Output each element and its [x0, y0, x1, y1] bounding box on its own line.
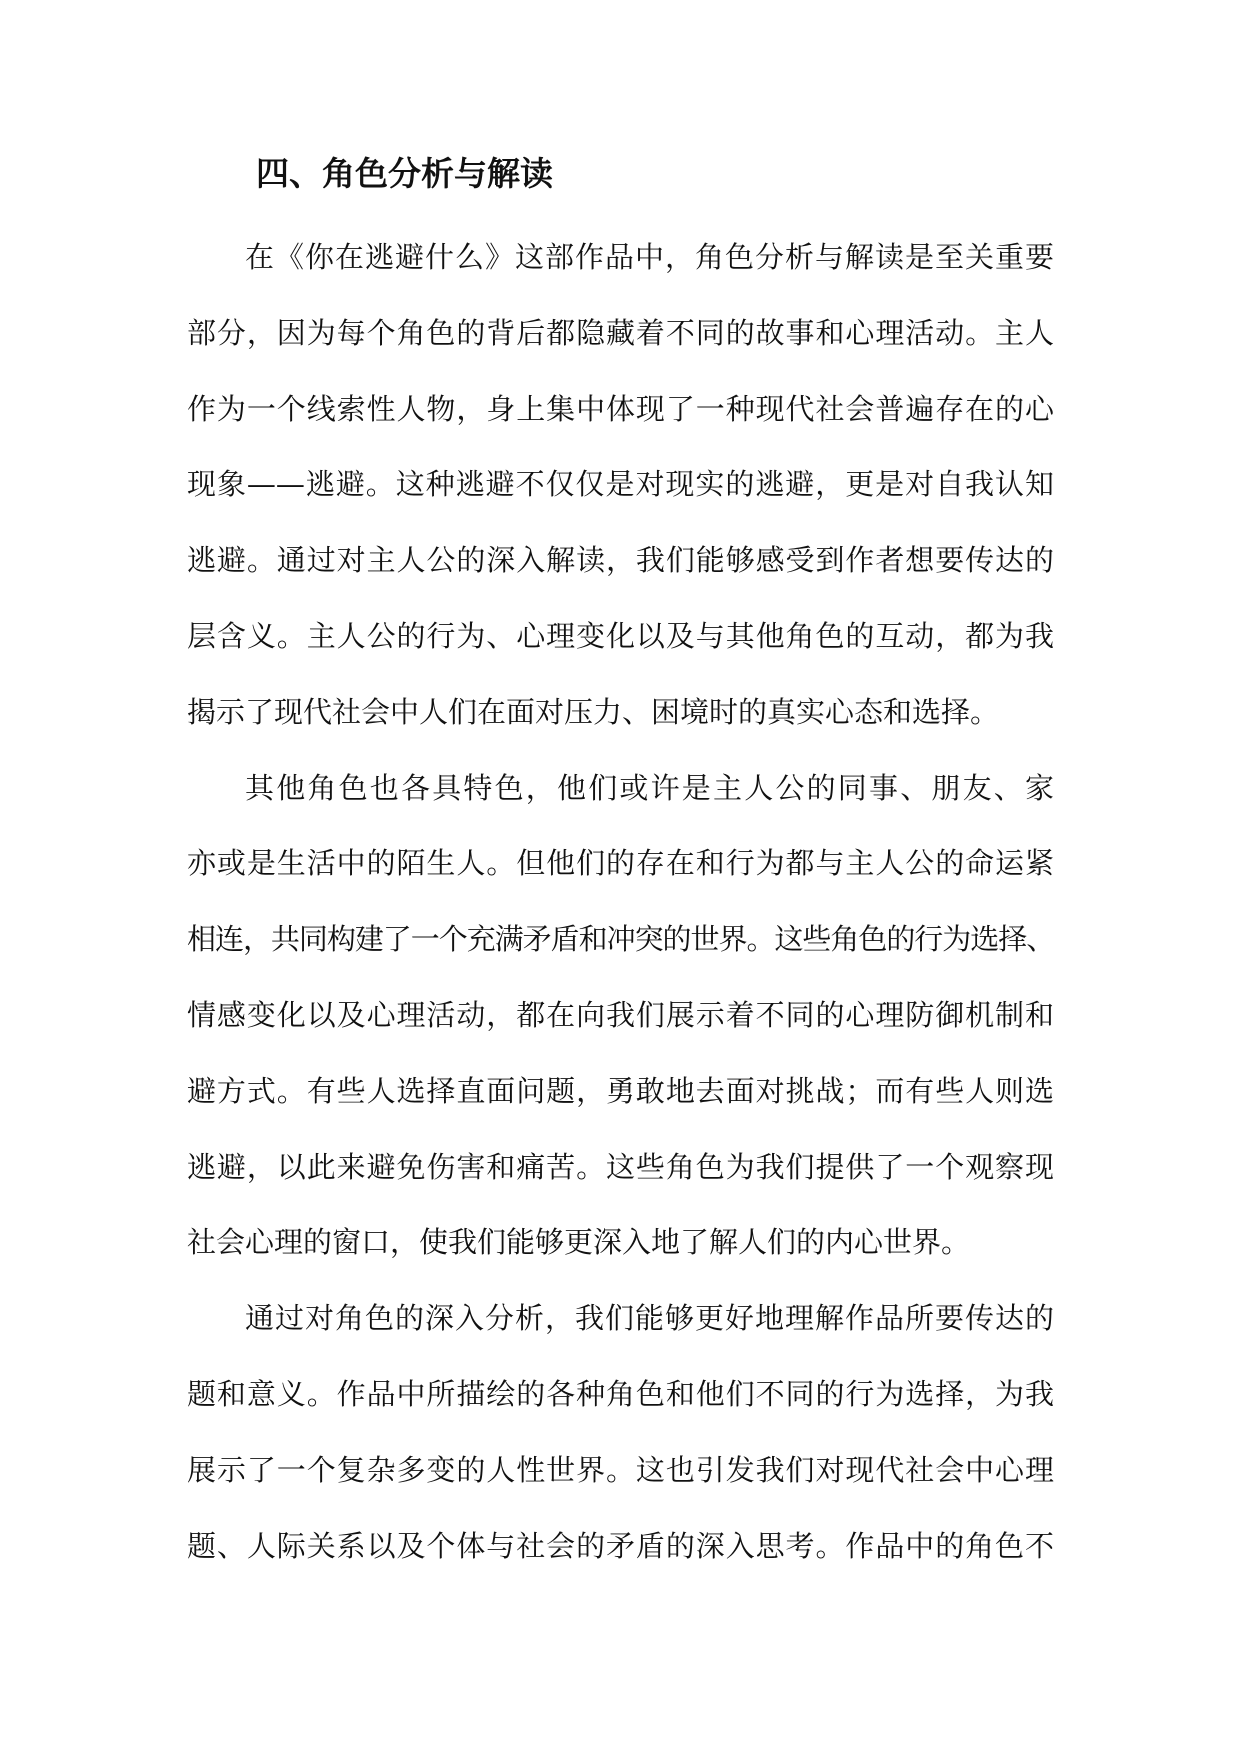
- paragraph-line: 亦或是生活中的陌生人。但他们的存在和行为都与主人公的命运紧: [187, 846, 1054, 881]
- paragraph-line: 揭示了现代社会中人们在面对压力、困境时的真实心态和选择。: [187, 694, 1000, 729]
- paragraph-line: 在《你在逃避什么》这部作品中，角色分析与解读是至关重要: [245, 240, 1054, 274]
- paragraph-line: 逃避。通过对主人公的深入解读，我们能够感受到作者想要传达的: [187, 543, 1054, 578]
- paragraph-line: 层含义。主人公的行为、心理变化以及与其他角色的互动，都为我: [187, 618, 1054, 653]
- paragraph-line: 情感变化以及心理活动，都在向我们展示着不同的心理防御机制和: [187, 997, 1054, 1032]
- paragraph-line: 社会心理的窗口，使我们能够更深入地了解人们的内心世界。: [187, 1225, 971, 1260]
- paragraph-line: 逃避，以此来避免伤害和痛苦。这些角色为我们提供了一个观察现: [187, 1149, 1054, 1184]
- paragraph-line: 避方式。有些人选择直面问题，勇敢地去面对挑战；而有些人则选: [187, 1073, 1054, 1108]
- paragraph-line: 现象——逃避。这种逃避不仅仅是对现实的逃避，更是对自我认知: [187, 467, 1054, 502]
- paragraph-line: 题和意义。作品中所描绘的各种角色和他们不同的行为选择，为我: [187, 1376, 1054, 1411]
- paragraph-1: [187, 220, 1054, 751]
- paragraph-line: 其他角色也各具特色，他们或许是主人公的同事、朋友、家: [245, 770, 1054, 805]
- paragraph-2: [187, 751, 1054, 1282]
- paragraph-3: [187, 1281, 1054, 1584]
- document-body: [187, 220, 1054, 1584]
- paragraph-line: 通过对角色的深入分析，我们能够更好地理解作品所要传达的: [245, 1301, 1054, 1336]
- paragraph-line: 展示了一个复杂多变的人性世界。这也引发我们对现代社会中心理: [187, 1452, 1054, 1487]
- paragraph-line: 部分，因为每个角色的背后都隐藏着不同的故事和心理活动。主人: [187, 315, 1054, 350]
- paragraph-line: 作为一个线索性人物，身上集中体现了一种现代社会普遍存在的心: [187, 391, 1054, 426]
- section-heading: 四、角色分析与解读: [256, 154, 553, 193]
- paragraph-line: 题、人际关系以及个体与社会的矛盾的深入思考。作品中的角色不: [187, 1528, 1054, 1563]
- paragraph-line: 相连，共同构建了一个充满矛盾和冲突的世界。这些角色的行为选择、: [187, 922, 1054, 957]
